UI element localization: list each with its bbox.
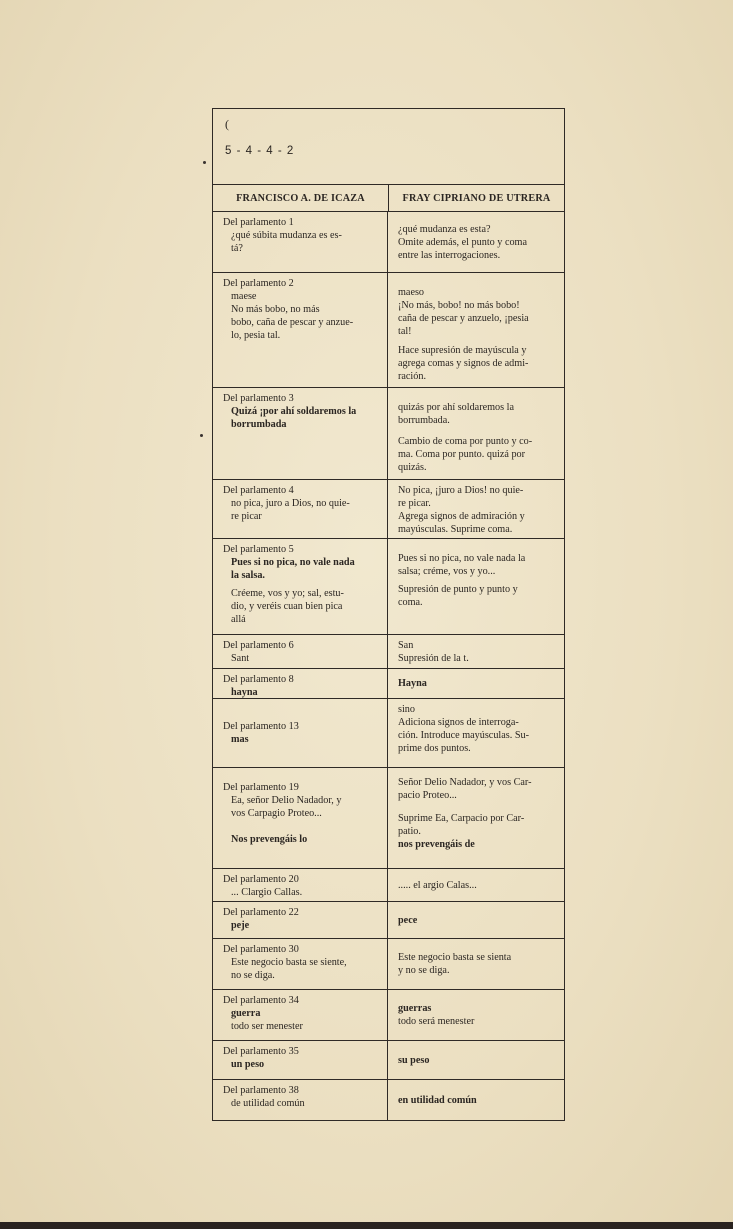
right-text: entre las interrogaciones. — [398, 249, 501, 261]
left-cell — [213, 273, 388, 387]
right-cell — [388, 480, 564, 538]
left-text: maese — [231, 291, 257, 302]
right-text: y no se diga. — [398, 965, 450, 976]
column-header-icaza: FRANCISCO A. DE ICAZA — [213, 185, 389, 211]
right-text: quizás por ahí soldaremos la — [398, 402, 514, 413]
left-text: ¿qué súbita mudanza es es- — [231, 230, 342, 241]
right-text: Omite además, el punto y coma — [398, 236, 528, 248]
table-row — [213, 539, 564, 635]
right-note: coma. — [398, 597, 423, 608]
right-text: ¿qué mudanza es esta? — [398, 223, 491, 235]
parlamento-label: Del parlamento 2 — [223, 278, 294, 289]
left-cell — [213, 768, 388, 868]
left-text: todo ser menester — [231, 1021, 303, 1032]
column-headers — [213, 185, 564, 212]
table-row — [213, 939, 564, 990]
table-row — [213, 1041, 564, 1080]
right-cell — [388, 1080, 564, 1120]
table-row — [213, 1080, 564, 1120]
left-text: peje — [231, 920, 250, 931]
left-cell — [213, 539, 388, 634]
parlamento-label: Del parlamento 38 — [223, 1085, 299, 1096]
left-text: guerra — [231, 1008, 261, 1019]
left-text: dio, y veréis cuan bien pica — [231, 601, 343, 612]
right-text: caña de pescar y anzuelo, ¡pesia — [398, 313, 529, 324]
table-header-block — [213, 109, 564, 185]
right-note: Suprime Ea, Carpacio por Car- — [398, 813, 525, 824]
parlamento-label: Del parlamento 20 — [223, 874, 299, 885]
left-text: un peso — [231, 1059, 265, 1070]
parlamento-label: Del parlamento 6 — [223, 640, 294, 651]
parlamento-label: Del parlamento 8 — [223, 674, 294, 685]
table-row — [213, 212, 564, 273]
left-text: mas — [231, 734, 249, 745]
right-cell — [388, 699, 564, 767]
right-text: en utilidad común — [398, 1094, 477, 1106]
left-cell — [213, 669, 388, 698]
left-text: Ea, señor Delio Nadador, y — [231, 795, 342, 806]
right-note: Hace supresión de mayúscula y — [398, 345, 527, 356]
left-cell — [213, 388, 388, 479]
parlamento-label: Del parlamento 3 — [223, 393, 294, 404]
right-note: agrega comas y signos de admi- — [398, 358, 529, 369]
left-text: Quizá ¡por ahí soldaremos la — [231, 406, 357, 417]
right-note: Agrega signos de admiración y — [398, 511, 525, 522]
table-row — [213, 699, 564, 768]
left-text: no pica, juro a Dios, no quie- — [231, 498, 350, 509]
right-text: borrumbada. — [398, 415, 450, 426]
right-text: San — [398, 640, 414, 651]
left-text: lo, pesia tal. — [231, 330, 281, 341]
parlamento-label: Del parlamento 34 — [223, 995, 299, 1006]
right-text: Señor Delio Nadador, y vos Car- — [398, 777, 532, 788]
parlamento-label: Del parlamento 5 — [223, 544, 294, 555]
right-cell — [388, 539, 564, 634]
table-row — [213, 635, 564, 669]
parlamento-label: Del parlamento 19 — [223, 782, 299, 793]
left-text: la salsa. — [231, 570, 265, 581]
left-text: tá? — [231, 243, 243, 254]
header-mark: ( — [225, 117, 229, 131]
left-text: ... Clargio Callas. — [231, 887, 303, 898]
margin-speck — [200, 434, 203, 437]
right-text: Hayna — [398, 678, 427, 689]
right-note: Cambio de coma por punto y co- — [398, 436, 533, 447]
right-cell — [388, 1041, 564, 1079]
left-cell — [213, 212, 388, 272]
right-text: maeso — [398, 287, 425, 298]
right-cell — [388, 273, 564, 387]
left-text: hayna — [231, 687, 258, 698]
right-note: ma. Coma por punto. quizá por — [398, 449, 526, 460]
parlamento-label: Del parlamento 22 — [223, 907, 299, 918]
left-text: allá — [231, 614, 246, 625]
scan-edge — [0, 1222, 733, 1229]
right-text: ..... el argio Calas... — [398, 879, 477, 891]
right-cell — [388, 990, 564, 1040]
table-row — [213, 768, 564, 869]
right-text: guerras — [398, 1003, 432, 1014]
left-cell — [213, 480, 388, 538]
table-row — [213, 869, 564, 902]
left-cell — [213, 939, 388, 989]
margin-speck — [203, 161, 206, 164]
left-text: vos Carpagio Proteo... — [231, 808, 322, 819]
left-text: Créeme, vos y yo; sal, estu- — [231, 588, 344, 599]
right-text: su peso — [398, 1054, 430, 1066]
left-text: borrumbada — [231, 419, 287, 430]
table-row — [213, 388, 564, 480]
table-row — [213, 990, 564, 1041]
right-text: tal! — [398, 326, 412, 337]
spacer — [223, 820, 379, 833]
parlamento-label: Del parlamento 4 — [223, 485, 294, 496]
left-cell — [213, 635, 388, 668]
spacer — [398, 427, 556, 435]
right-note: ción. Introduce mayúsculas. Su- — [398, 730, 529, 741]
left-text: no se diga. — [231, 970, 275, 981]
right-text: Pues si no pica, no vale nada la — [398, 553, 526, 564]
parlamento-label: Del parlamento 13 — [223, 721, 299, 732]
left-cell — [213, 1080, 388, 1120]
right-text: todo será menester — [398, 1016, 475, 1027]
left-text: Nos prevengáis lo — [231, 834, 308, 845]
right-note: ración. — [398, 371, 427, 382]
right-text: pacio Proteo... — [398, 790, 457, 801]
comparison-table — [212, 108, 565, 1121]
right-text: re picar. — [398, 498, 431, 509]
spacer — [398, 802, 556, 812]
right-cell — [388, 388, 564, 479]
right-text: salsa; créme, vos y yo... — [398, 566, 496, 577]
left-text: No más bobo, no más — [231, 304, 320, 315]
table-row — [213, 273, 564, 388]
right-text: sino — [398, 704, 415, 715]
right-note: quizás. — [398, 462, 427, 473]
right-cell — [388, 669, 564, 698]
parlamento-label: Del parlamento 1 — [223, 217, 294, 228]
left-text: Pues si no pica, no vale nada — [231, 557, 355, 568]
right-note: prime dos puntos. — [398, 743, 471, 754]
parlamento-label: Del parlamento 30 — [223, 944, 299, 955]
right-cell — [388, 902, 564, 938]
left-text: de utilidad común — [231, 1098, 305, 1109]
right-cell — [388, 212, 564, 272]
left-cell — [213, 902, 388, 938]
left-cell — [213, 990, 388, 1040]
right-note: Supresión de la t. — [398, 653, 469, 664]
table-row — [213, 902, 564, 939]
column-header-utrera: FRAY CIPRIANO DE UTRERA — [402, 192, 551, 204]
right-text: No pica, ¡juro a Dios! no quie- — [398, 485, 524, 496]
left-cell — [213, 699, 388, 767]
right-note: mayúsculas. Suprime coma. — [398, 524, 513, 535]
left-text: Sant — [231, 653, 250, 664]
right-note: patio. — [398, 826, 421, 837]
right-text: Este negocio basta se sienta — [398, 952, 512, 963]
table-row — [213, 480, 564, 539]
left-text: Este negocio basta se siente, — [231, 957, 347, 968]
table-row — [213, 669, 564, 699]
right-note: nos prevengáis de — [398, 839, 475, 850]
left-text: re picar — [231, 511, 262, 522]
right-text: pece — [398, 914, 418, 926]
right-cell — [388, 768, 564, 868]
parlamento-label: Del parlamento 35 — [223, 1046, 299, 1057]
right-note: Supresión de punto y punto y — [398, 584, 518, 595]
right-text: ¡No más, bobo! no más bobo! — [398, 300, 520, 311]
right-cell — [388, 635, 564, 668]
left-cell — [213, 1041, 388, 1079]
right-cell — [388, 869, 564, 901]
right-cell — [388, 939, 564, 989]
left-cell — [213, 869, 388, 901]
right-note: Adiciona signos de interroga- — [398, 717, 519, 728]
document-code: 5 - 4 - 4 - 2 — [225, 145, 295, 157]
left-text: bobo, caña de pescar y anzue- — [231, 317, 354, 328]
